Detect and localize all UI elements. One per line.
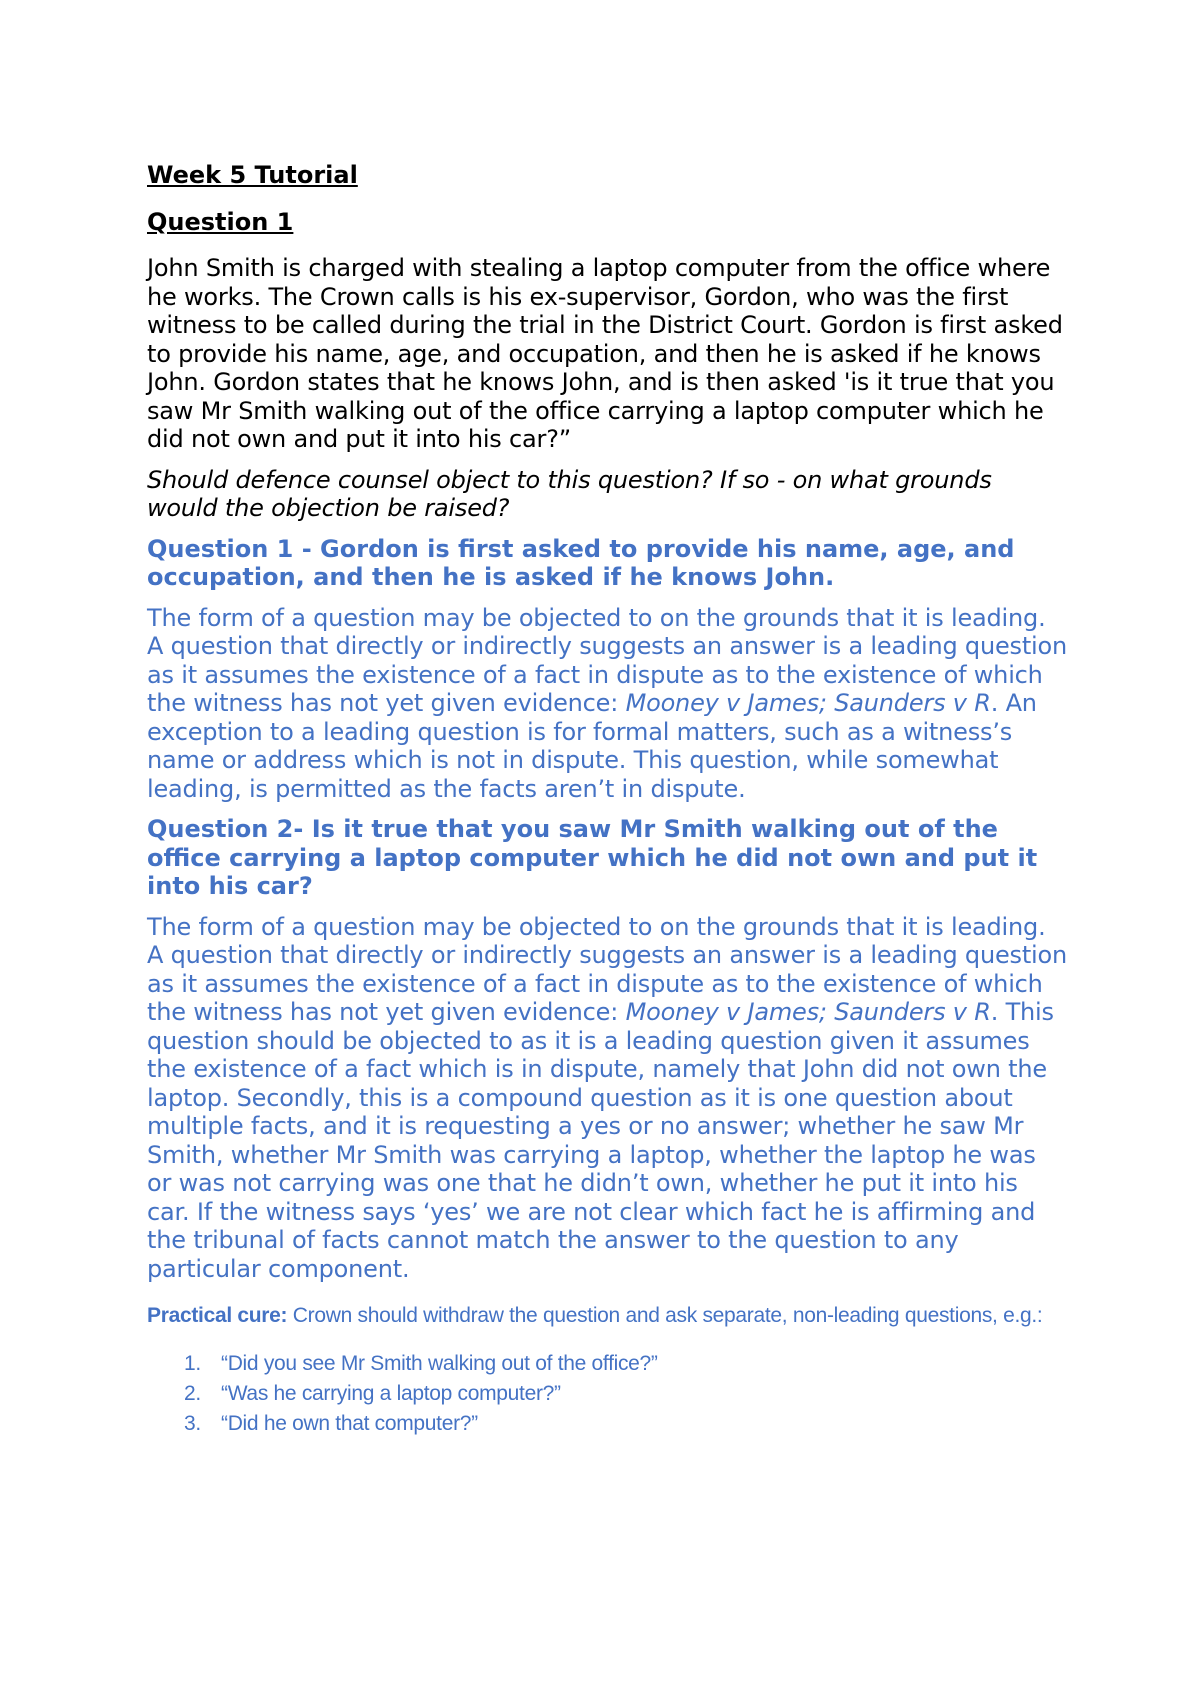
answer-2-case-citation: Mooney v James; Saunders v R <box>625 998 991 1026</box>
answer-2-paragraph <box>147 913 1067 1284</box>
list-item <box>184 1349 1067 1379</box>
list-item-text: “Did you see Mr Smith walking out of the office?” <box>221 1352 658 1375</box>
answer-1-heading: Question 1 - Gordon is first asked to provide his name, age, and occupation, and then he is asked if he knows John. <box>147 534 1015 591</box>
answer-2-heading: Question 2- Is it true that you saw Mr Smith walking out of the office carrying a laptop computer which he did not own and put it into his car? <box>147 815 1038 900</box>
answer-2-text-a: The form of a question may be objected to on the grounds that it is leading. A question that directly or indirectly suggests an answer is a leading question as it assumes the existence of a fact in dispute as to the existence of which the witness has not yet given evidence: <box>147 912 1068 1026</box>
answer-1-text-a: The form of a question may be objected to on the grounds that it is leading. A question that directly or indirectly suggests an answer is a leading question as it assumes the existence of a fact in dispute as to the existence of which the witness has not yet given evidence: <box>147 603 1068 717</box>
list-item <box>184 1409 1067 1439</box>
practical-cure-paragraph <box>147 1301 1067 1331</box>
document-title: Week 5 Tutorial <box>147 161 358 189</box>
list-item-number: 3. <box>184 1412 201 1435</box>
practical-cure-text: Crown should withdraw the question and ask separate, non-leading questions, e.g.: <box>287 1304 1043 1327</box>
answer-1-paragraph <box>147 604 1067 804</box>
practical-cure-label: Practical cure: <box>147 1304 288 1327</box>
scenario-paragraph: John Smith is charged with stealing a laptop computer from the office where he works. The Crown calls is his ex-supervisor, Gordon, who was the first witness to be called during the trial in the District Court. Gordon is first asked to provide his name, age, and occupation, and then he is asked if he knows John. Gordon states that he knows John, and is then asked 'is it true that you saw Mr Smith walking out of the office carrying a laptop computer which he did not own and put it into his car?” <box>147 254 1063 453</box>
list-item-text: “Was he carrying a laptop computer?” <box>221 1382 561 1405</box>
answer-1-case-citation: Mooney v James; Saunders v R <box>625 689 991 717</box>
answer-2-text-b: . This question should be objected to as it is a leading question given it assumes the existence of a fact which is in dispute, namely that John did not own the laptop. Secondly, this is a compound question as it is one question about multiple facts, and it is requesting a yes or no answer; whether he saw Mr Smith, whether Mr Smith was carrying a laptop, whether the laptop he was or was not carrying was one that he didn’t own, whether he put it into his car. If the witness says ‘yes’ we are not clear which fact he is affirming and the tribunal of facts cannot match the answer to the question to any particular component. <box>147 998 1054 1283</box>
question-heading: Question 1 <box>147 208 294 236</box>
list-item-text: “Did he own that computer?” <box>221 1412 478 1435</box>
list-item-number: 1. <box>184 1352 201 1375</box>
list-item-number: 2. <box>184 1382 201 1405</box>
cure-question-list <box>147 1349 1067 1439</box>
question-prompt: Should defence counsel object to this question? If so - on what grounds would the objection be raised? <box>147 465 992 522</box>
answer-1-text-b: . An exception to a leading question is for formal matters, such as a witness’s name or address which is not in dispute. This question, while somewhat leading, is permitted as the facts aren’t in dispute. <box>147 689 1037 803</box>
list-item <box>184 1379 1067 1409</box>
document-page <box>147 160 1067 1439</box>
